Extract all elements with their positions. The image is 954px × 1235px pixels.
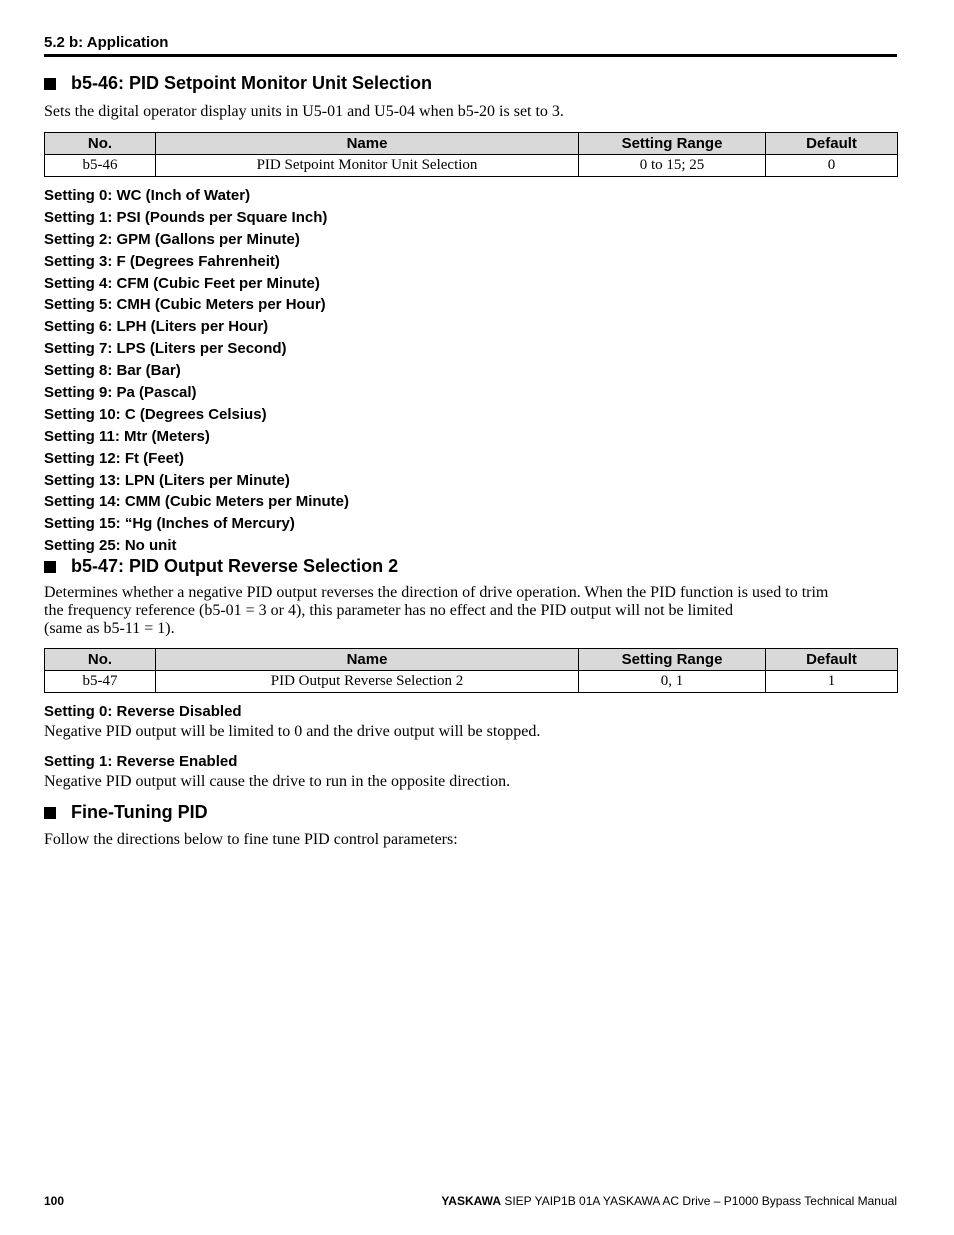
col-header-no: No. bbox=[45, 649, 156, 671]
heading-b5-47-text: b5-47: PID Output Reverse Selection 2 bbox=[71, 556, 399, 576]
setting-item: Setting 25: No unit bbox=[44, 537, 177, 555]
setting-item: Setting 1: PSI (Pounds per Square Inch) bbox=[44, 208, 328, 226]
table-header-row bbox=[45, 649, 898, 671]
cell-name: PID Output Reverse Selection 2 bbox=[156, 671, 579, 693]
header-rule bbox=[44, 54, 897, 57]
col-header-default: Default bbox=[766, 649, 898, 671]
heading-fine-tuning bbox=[44, 802, 208, 823]
setting-item: Setting 12: Ft (Feet) bbox=[44, 449, 185, 467]
cell-default: 1 bbox=[766, 671, 898, 693]
description-line: the frequency reference (b5-01 = 3 or 4), this parameter has no effect and the PID output will not be limited bbox=[44, 602, 733, 619]
description-line: (same as b5-11 = 1). bbox=[44, 620, 175, 637]
setting-item: Setting 7: LPS (Liters per Second) bbox=[44, 340, 287, 358]
square-bullet-icon bbox=[44, 78, 56, 90]
col-header-setting-range: Setting Range bbox=[579, 649, 766, 671]
footer-brand: YASKAWA bbox=[441, 1194, 501, 1208]
setting-item: Setting 5: CMH (Cubic Meters per Hour) bbox=[44, 296, 326, 314]
table-row bbox=[45, 671, 898, 693]
setting-item: Setting 9: Pa (Pascal) bbox=[44, 384, 197, 402]
b5-46-description: Sets the digital operator display units in U5-01 and U5-04 when b5-20 is set to 3. bbox=[44, 103, 564, 120]
table-header-row bbox=[45, 133, 898, 155]
col-header-no: No. bbox=[45, 133, 156, 155]
heading-b5-46 bbox=[44, 73, 432, 94]
footer-manual: SIEP YAIP1B 01A YASKAWA AC Drive – P1000 Bypass Technical Manual bbox=[504, 1194, 897, 1208]
cell-setting-range: 0 to 15; 25 bbox=[579, 155, 766, 177]
setting-1-label: Setting 1: Reverse Enabled bbox=[44, 753, 238, 770]
b5-47-description bbox=[44, 584, 894, 638]
b5-46-parameter-table bbox=[44, 132, 898, 177]
cell-no: b5-46 bbox=[45, 155, 156, 177]
setting-item: Setting 15: “Hg (Inches of Mercury) bbox=[44, 515, 295, 533]
setting-item: Setting 13: LPN (Liters per Minute) bbox=[44, 471, 290, 489]
setting-0-label: Setting 0: Reverse Disabled bbox=[44, 703, 242, 720]
setting-item: Setting 6: LPH (Liters per Hour) bbox=[44, 318, 269, 336]
col-header-default: Default bbox=[766, 133, 898, 155]
setting-item: Setting 4: CFM (Cubic Feet per Minute) bbox=[44, 274, 320, 292]
cell-setting-range: 0, 1 bbox=[579, 671, 766, 693]
square-bullet-icon bbox=[44, 561, 56, 573]
section-header: 5.2 b: Application bbox=[44, 34, 169, 51]
setting-item: Setting 2: GPM (Gallons per Minute) bbox=[44, 230, 300, 248]
col-header-name: Name bbox=[156, 649, 579, 671]
heading-fine-tuning-text: Fine-Tuning PID bbox=[71, 802, 208, 822]
setting-item: Setting 0: WC (Inch of Water) bbox=[44, 187, 251, 204]
footer-manual-title bbox=[441, 1194, 897, 1208]
setting-1-text: Negative PID output will cause the drive to run in the opposite direction. bbox=[44, 773, 511, 790]
setting-item: Setting 8: Bar (Bar) bbox=[44, 362, 181, 380]
b5-47-parameter-table bbox=[44, 648, 898, 693]
cell-default: 0 bbox=[766, 155, 898, 177]
setting-item: Setting 10: C (Degrees Celsius) bbox=[44, 405, 267, 423]
heading-b5-47 bbox=[44, 556, 398, 577]
heading-b5-46-text: b5-46: PID Setpoint Monitor Unit Selection bbox=[71, 73, 433, 93]
fine-tuning-text: Follow the directions below to fine tune PID control parameters: bbox=[44, 831, 458, 848]
setting-item: Setting 14: CMM (Cubic Meters per Minute) bbox=[44, 493, 350, 511]
cell-no: b5-47 bbox=[45, 671, 156, 693]
cell-name: PID Setpoint Monitor Unit Selection bbox=[156, 155, 579, 177]
square-bullet-icon bbox=[44, 807, 56, 819]
description-line: Determines whether a negative PID output reverses the direction of drive operation. When the PID function is used to trim bbox=[44, 584, 829, 601]
setting-item: Setting 3: F (Degrees Fahrenheit) bbox=[44, 252, 280, 270]
b5-46-settings-list bbox=[44, 185, 349, 557]
setting-0-text: Negative PID output will be limited to 0 and the drive output will be stopped. bbox=[44, 723, 541, 740]
page-number: 100 bbox=[44, 1194, 65, 1208]
setting-item: Setting 11: Mtr (Meters) bbox=[44, 427, 210, 445]
col-header-name: Name bbox=[156, 133, 579, 155]
table-row bbox=[45, 155, 898, 177]
col-header-setting-range: Setting Range bbox=[579, 133, 766, 155]
